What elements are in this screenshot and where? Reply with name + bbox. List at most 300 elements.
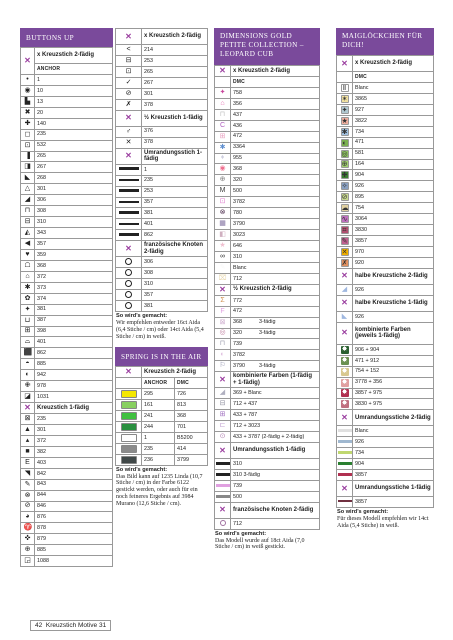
key-row [116,208,208,219]
key-row [116,422,208,433]
key-value: B5200 [175,432,208,443]
symbol-icon: ✜ [24,535,31,543]
key-row [215,432,320,443]
half-cross-icon: ✕ [341,271,348,281]
key-row [21,457,113,468]
symbol-icon [121,412,137,420]
key-value: 906 + 904 [353,344,434,355]
key-row [215,481,320,492]
section-title: BUTTONS UP [20,28,113,47]
key-value: 472 [231,131,320,142]
key-table: ✕ x Kreuzstich 2-fädig DMC ✦ 758 ⌂ 356 ⊓ 437 C 436 ⊞ 472 ✱ 3364 ♦ 955 ◉ 368 ⊕ 320 M 500 ⊡ 3782 ⊗ 780 ▦ 3790 ◧ 3023 ★ 646 ∞ 310 ✎ Blanc ⌧ 712 ✕ ½ Kreuzstich 2-fädig Σ 772 F 472 ⊠ 368 3-fädig ◎ 320 3-fädig ⊓ 739 ◐ 3782 ⚐ 3790 3-fädig ✕ kombinierte Farben (1-fädig + 1-fädig) ◢ 369 + Blanc ⊟ 712 + 437 ⊞ 433 + 787 ⊏ 712 + 3023 ⊙ 433 + 3787 (2-fädig + 2-fädig) ✕ Umrandungsstich 1-fädig 310 310 3-fädig 739 500 ✕ französische Knoten 2-fädig 712 [214,65,320,530]
key-value: Blanc [353,426,434,437]
symbol-icon: ✱ [341,128,348,136]
key-row [215,175,320,186]
key-row [337,437,434,448]
key-value: 712 [231,273,320,284]
key-value: 3865 [353,93,434,104]
key-row [337,236,434,247]
key-value: 926 [353,311,434,322]
symbol-icon: ⊟ [219,400,226,408]
symbol-icon: ⊙ [219,433,226,441]
key-row [116,77,208,88]
key-value: 253 [142,186,208,197]
key-row [116,186,208,197]
key-value: 381 [142,208,208,219]
key-row [21,118,113,129]
key-row [215,328,320,339]
symbol-icon: ⊘ [125,89,132,97]
column-maigloeckchen [336,28,434,529]
key-value: 3023 [231,230,320,241]
key-row [337,366,434,377]
key-row [116,400,208,411]
key-row [21,326,113,337]
key-value: 387 [35,315,113,326]
key-value: 381 [142,301,208,312]
half-cross-icon: ✕ [341,298,348,308]
key-row [215,153,320,164]
key-value: 357 [142,197,208,208]
key-value: 381 [35,304,113,315]
key-row [116,268,208,279]
cross-icon: ✕ [341,58,348,68]
symbol-icon [118,231,140,239]
symbol-icon: ⊓ [24,207,31,215]
key-value: 235 [142,443,175,454]
symbol-icon: ♥ [25,250,30,258]
key-row [116,301,208,312]
key-row [215,350,320,361]
symbol-icon: ▦ [219,220,226,228]
key-row [215,208,320,219]
key-value: 372 [35,435,113,446]
half-cross-icon: ✕ [219,284,226,294]
symbol-icon: ☖ [24,261,31,269]
key-value: 368 [175,411,208,422]
key-value: 842 [35,468,113,479]
key-row [21,239,113,250]
symbol-icon: ◪ [24,393,31,401]
key-value: 398 [35,326,113,337]
key-value: 712 + 437 [231,399,320,410]
symbol-icon: ◢ [24,196,31,204]
symbol-icon: ✎ [341,238,348,246]
key-value: 920 [353,257,434,268]
symbol-icon: ✗ [341,259,348,267]
symbol-icon: ✱ [219,143,226,151]
key-row [116,137,208,148]
key-row [21,424,113,435]
key-row [21,151,113,162]
symbol-icon: ⊏ [219,422,226,430]
symbol-icon [219,520,227,528]
key-value: 236 [142,454,175,465]
symbol-icon: ★ [219,241,226,249]
key-value: Blanc [353,82,434,93]
key-value: 20 [35,107,113,118]
key-row [116,411,208,422]
page-footer: 42 Kreuzstich Motive 31 [30,620,111,631]
key-row [116,88,208,99]
key-row [337,426,434,437]
key-value: 403 [35,457,113,468]
key-row [337,225,434,236]
key-row [116,279,208,290]
key-value: 378 [142,137,208,148]
symbol-icon: ⊕ [24,546,31,554]
symbol-icon: ◻ [24,130,31,138]
key-value: 1 [142,432,175,443]
key-value: 253 [142,55,208,66]
symbol-icon: ✕ [125,138,132,146]
key-value: 780 [231,208,320,219]
key-row [337,399,434,410]
key-row [21,523,113,534]
key-row [116,126,208,137]
symbol-icon: ✦ [219,88,226,96]
key-row [21,107,113,118]
symbol-icon [121,423,137,431]
key-value: 373 [35,282,113,293]
key-value: 3857 + 975 [353,388,434,399]
key-row [21,271,113,282]
symbol-icon: ✎ [219,263,226,271]
symbol-icon [121,434,137,442]
key-row [337,148,434,159]
key-value: 1031 [35,392,113,403]
symbol-icon: ◉ [24,86,31,94]
symbol-icon: ✦ [341,106,348,114]
key-row [21,162,113,173]
key-row [215,306,320,317]
key-value: 320 3-fädig [231,328,320,339]
key-row [215,410,320,421]
symbol-icon: ▐ [25,152,30,160]
key-value: 3799 [175,454,208,465]
key-row [21,195,113,206]
key-value: 978 [35,381,113,392]
key-value: 843 [35,479,113,490]
key-row [21,337,113,348]
symbol-icon [118,177,140,185]
key-row [337,257,434,268]
key-row [337,203,434,214]
symbol-icon: ⊘ [24,502,31,510]
symbol-icon [338,460,352,468]
key-value: 265 [142,66,208,77]
key-value: 382 [35,446,113,457]
key-row [21,260,113,271]
key-value: 754 + 152 [353,366,434,377]
key-row [21,381,113,392]
key-value: 472 [231,306,320,317]
symbol-icon: ▲ [24,425,31,433]
symbol-icon: ✖ [24,108,31,116]
instructions-note: So wird's gemacht: Wir empfehlen entweder 16ct Aida (6,4 Stiche / cm) oder 14ct Aida (5,4 Stiche / cm) in weiß. [116,313,204,340]
key-value: 357 [142,290,208,301]
key-row [337,459,434,470]
key-row [116,175,208,186]
half-cross-icon: ✕ [125,113,132,123]
key-value: 813 [175,400,208,411]
key-value: 1 [35,74,113,85]
symbol-icon: ⊞ [219,132,226,140]
symbol-icon: ⊡ [219,198,226,206]
instructions-note: So wird's gemacht: Das Bild kann auf 1235 Linda (10,7 Stiche / cm) in der Farbe 6122 gestickt werden, oder auch für ein noch feineres Ergebnis auf 3984 Murano (12,6 Stiche / cm). [116,466,203,507]
key-value: 3822 [353,115,434,126]
symbol-icon: ◣ [341,312,348,320]
key-row [21,315,113,326]
symbol-icon: ⌓ [24,338,31,346]
key-value: 500 [231,186,320,197]
key-value: 904 [353,459,434,470]
key-row [21,556,113,567]
key-row [21,468,113,479]
symbol-icon: ⊞ [24,327,31,335]
key-row [337,388,434,399]
symbol-icon [125,258,133,266]
key-value: 368 [231,164,320,175]
symbol-icon [338,498,352,506]
key-value: 581 [353,148,434,159]
symbol-icon: ∞ [220,252,225,260]
key-row [215,295,320,306]
key-value: 161 [142,400,175,411]
key-value: 3782 [231,350,320,361]
key-row [21,490,113,501]
symbol-icon: ◣ [24,174,31,182]
key-row [116,443,208,454]
key-value: 846 [35,501,113,512]
symbol-icon: ⊡ [125,67,132,75]
key-row [21,129,113,140]
symbol-icon [125,280,133,288]
key-value: 701 [175,422,208,433]
symbol-icon: ◓ [25,360,30,368]
key-row [337,126,434,137]
key-row [21,479,113,490]
symbol-icon: ⊘ [341,194,348,202]
cross-icon: ✕ [341,328,348,338]
key-row [337,137,434,148]
symbol-icon: ◐ [220,351,225,359]
symbol-icon: ∿ [341,216,348,224]
key-value: 926 [353,284,434,295]
symbol-icon: C [219,121,226,129]
cross-icon: ✕ [341,483,348,493]
key-row [337,344,434,355]
column-leopard-cub [214,28,320,551]
symbol-icon: ◧ [219,231,226,239]
key-value: 1088 [35,556,113,567]
key-value: 926 [353,181,434,192]
key-row [116,219,208,230]
key-value: 140 [35,118,113,129]
cross-icon: ✕ [219,505,226,515]
key-value: 359 [35,249,113,260]
symbol-icon: ♈ [23,524,33,532]
key-row [21,96,113,107]
key-row [337,377,434,388]
symbol-icon: ♂ [125,127,132,135]
key-value: 308 [35,206,113,217]
key-row [215,459,320,470]
key-row [215,388,320,399]
key-row [337,82,434,93]
key-row [116,164,208,175]
key-table: ✕ x Kreuzstich 2-fädig < 214 ⊟ 253 ⊡ 265 ✓ 267 ⊘ 301 ✗ 378 ✕ ½ Kreuzstich 1-fädig ♂ 376 ✕ 378 ✕ Umrandungsstich 1-fädig 1 235 253 357 381 401 862 ✕ französische Knoten 2-fädig 306 308 310 357 381 [115,28,208,312]
key-value: 436 [231,120,320,131]
key-row [116,257,208,268]
symbol-icon [121,390,137,398]
key-value: 295 [142,389,175,400]
symbol-icon: ◕ [25,513,30,521]
key-row [215,241,320,252]
symbol-icon: ✸ [341,389,348,397]
key-value: 844 [35,490,113,501]
key-row [215,197,320,208]
symbol-icon [125,291,133,299]
key-value: 10 [35,85,113,96]
key-value: 876 [35,512,113,523]
spring-table: ✕ Kreuzstich 2-fädig ANCHOR DMC 295 726 161 813 241 368 244 701 1 B5200 235 414 236 3799 [115,366,208,465]
symbol-icon: ⊟ [24,218,31,226]
key-value: 3857 [353,470,434,481]
symbol-icon: • [26,75,29,83]
section-title: DIMENSIONS GOLD PETITE COLLECTION – LEOPARD CUB [214,28,320,65]
symbol-icon [216,493,230,501]
key-value: 878 [35,523,113,534]
key-value: 267 [142,77,208,88]
key-row [21,140,113,151]
key-value: Blanc [231,262,320,273]
key-value: 320 [231,175,320,186]
symbol-icon: ✶ [341,95,348,103]
symbol-icon: ⊠ [219,318,226,326]
key-value: 357 [35,239,113,250]
cross-icon: ✕ [125,31,132,41]
key-value: 970 [353,247,434,258]
key-row [337,93,434,104]
key-value: 532 [35,140,113,151]
symbol-icon: ◉ [219,165,226,173]
key-value: 414 [175,443,208,454]
key-value: 378 [142,99,208,110]
cross-icon: ✕ [24,403,31,413]
key-value: 368 3-fädig [231,317,320,328]
key-value: 3064 [353,214,434,225]
key-value: 942 [35,370,113,381]
key-row [215,470,320,481]
key-row [21,228,113,239]
key-table: ✕ x Kreuzstich 2-fädig ANCHOR • 1 ◉ 10 ▙ 13 ✖ 20 ✚ 140 ◻ 235 ⊡ 532 ▐ 265 ◨ 267 ◣ 268 △ 301 ◢ 306 ⊓ 308 ⊟ 310 ◭ 343 ◀ 357 ♥ 359 ☖ 368 ⌂ 372 ✱ 373 ✿ 374 ✦ 381 ⊔ 387 ⊞ 398 ⌓ 401 ⬛ 862 ◓ 885 ◐ 942 ✙ 978 ◪ 1031 ✕ Kreuzstich 1-fädig ⊠ 235 ▲ 301 ▴ 372 ■ 382 Ε 403 ◥ 842 ✎ 843 ⊗ 844 ⊘ 846 ◕ 876 ♈ 878 ✜ 879 ⊕ 885 ◲ 1088 [20,47,113,567]
key-row [337,448,434,459]
key-value: 306 [142,257,208,268]
symbol-icon: ⌗ [341,226,349,234]
key-row [116,432,208,443]
symbol-icon: ⊕ [341,161,348,169]
key-value: 3857 [353,497,434,508]
key-value: 376 [142,126,208,137]
key-row [21,545,113,556]
symbol-icon [118,209,140,217]
key-value: 301 [35,184,113,195]
key-row [21,85,113,96]
symbol-icon [121,401,137,409]
key-value: 369 + Blanc [231,388,320,399]
key-value: 310 [142,279,208,290]
key-value: 3778 + 356 [353,377,434,388]
key-value: 235 [35,129,113,140]
key-row [21,392,113,403]
key-value: 265 [35,151,113,162]
key-value: 267 [35,162,113,173]
symbol-icon: ☁ [341,205,349,213]
symbol-icon [118,166,140,174]
key-row [21,293,113,304]
key-row [215,142,320,153]
symbol-icon: ▴ [25,436,30,444]
symbol-icon: ✚ [341,172,348,180]
symbol-icon: ◎ [341,150,348,158]
key-value: 926 [353,437,434,448]
key-value: 3790 3-fädig [231,361,320,372]
key-row [337,159,434,170]
key-row [116,45,208,56]
key-row [215,251,320,262]
key-row [21,184,113,195]
key-value: 356 [231,98,320,109]
key-value: 904 [353,170,434,181]
key-row [116,389,208,400]
key-row [116,55,208,66]
symbol-icon: ⊕ [219,176,226,184]
key-row [215,518,320,529]
key-row [116,290,208,301]
key-row [116,230,208,241]
key-value: 739 [231,481,320,492]
key-value: 3830 + 975 [353,399,434,410]
key-row [21,501,113,512]
key-value: 13 [35,96,113,107]
symbol-icon: ◨ [24,163,31,171]
key-value: 500 [231,491,320,502]
key-table: ✕ x Kreuzstich 2-fädig DMC Ⅱ Blanc ✶ 3865 ✦ 927 ★ 3822 ✱ 734 ◐ 471 ◎ 581 ⊕ 164 ✚ 904 ✧ 926 ⊘ 895 ☁ 754 ∿ 3064 ⌗ 3830 ✎ 3857 ✕ 970 ✗ 920 ✕ halbe Kreuzstiche 2-fädig ◢ 926 ✕ halbe Kreuzstiche 1-fädig ◣ 926 ✕ kombinierte Farben (jeweils 1-fädig) ✸ 906 + 904 ✸ 471 + 912 ✸ 754 + 152 ✸ 3778 + 356 ✸ 3857 + 975 ✸ 3830 + 975 ✕ Umrandungsstiche 2-fädig Blanc 926 734 904 3857 ✕ Umrandungsstiche 1-fädig 3857 [336,55,434,508]
column-buttons-up [20,28,113,567]
key-row [337,355,434,366]
key-value: 433 + 787 [231,410,320,421]
symbol-icon: ✸ [341,367,348,375]
key-value: 3790 [231,219,320,230]
key-value: 471 + 912 [353,355,434,366]
key-value: 308 [142,268,208,279]
key-row [337,170,434,181]
key-row [21,217,113,228]
key-row [337,497,434,508]
key-row [215,361,320,372]
symbol-icon: ◭ [24,229,31,237]
key-row [215,491,320,502]
key-value: 401 [142,219,208,230]
symbol-icon: ✦ [24,305,31,313]
key-value: 235 [35,414,113,425]
key-row [21,74,113,85]
key-value: 1 [142,164,208,175]
symbol-icon [121,456,137,464]
key-row [116,66,208,77]
key-row [215,230,320,241]
